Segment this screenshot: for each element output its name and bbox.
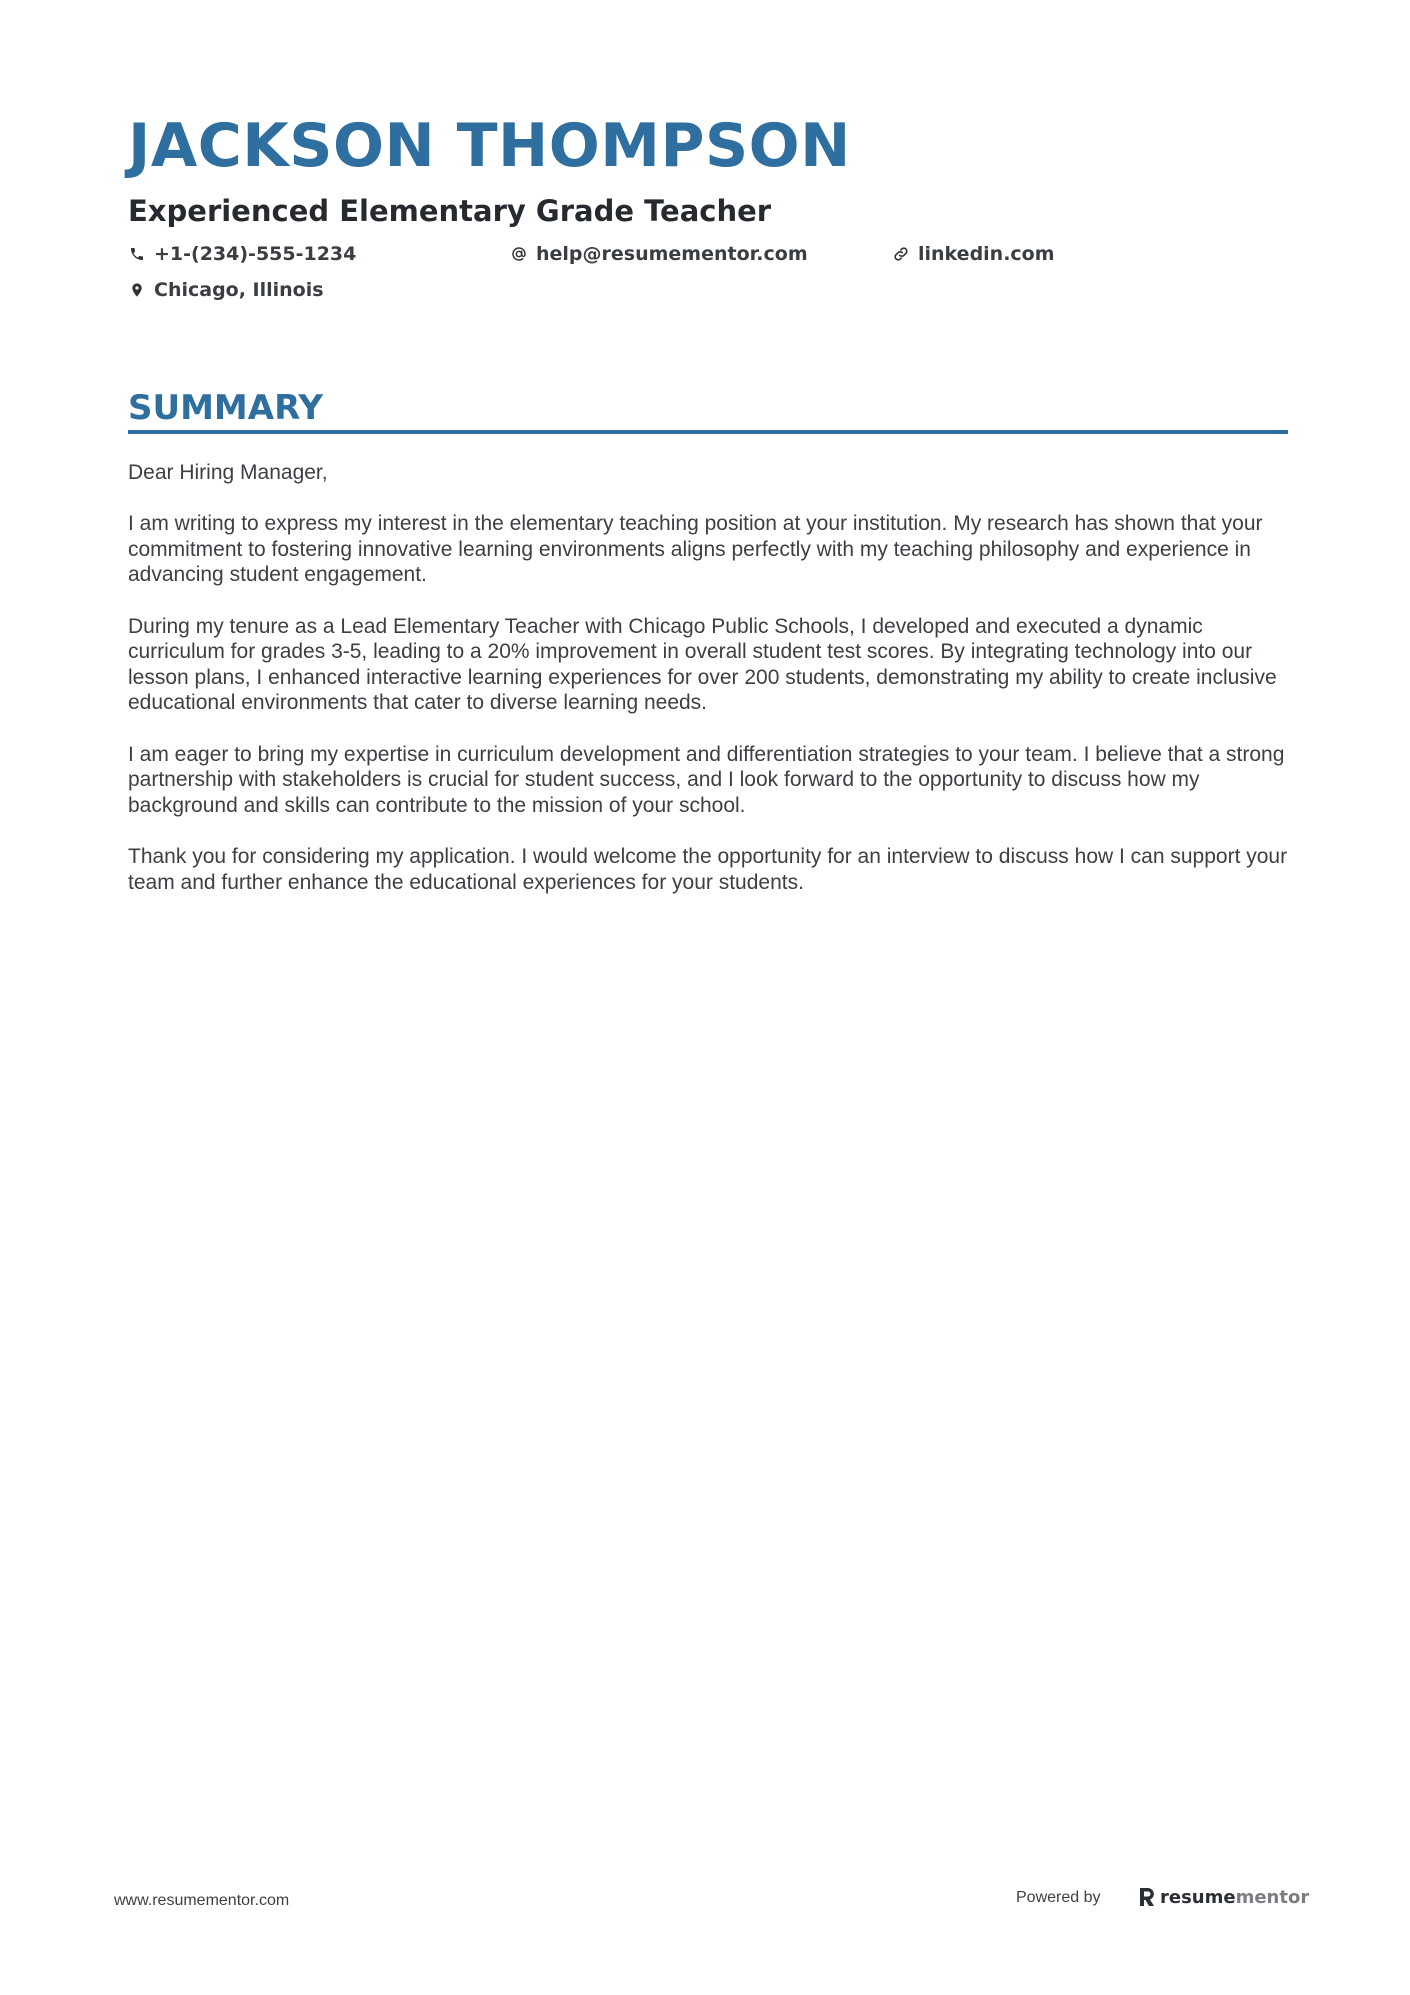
candidate-name: JACKSON THOMPSON	[128, 111, 851, 181]
contact-link[interactable]	[892, 241, 1055, 267]
at-sign-icon	[510, 245, 528, 263]
letter-paragraph: I am eager to bring my expertise in curriculum development and differentiation strategies to your team. I believe that a strong partnership with stakeholders is crucial for student success, and I look forward to the opportunity to discuss how my background and skills can contribute to the mission of your school.	[128, 742, 1285, 817]
powered-by-label: Powered by	[1016, 1889, 1101, 1906]
email-text[interactable]: help@resumementor.com	[536, 243, 808, 265]
brand-name-part2: mentor	[1235, 1886, 1310, 1908]
link-icon	[892, 245, 910, 263]
letter-paragraph: During my tenure as a Lead Elementary Teacher with Chicago Public Schools, I developed and executed a dynamic curriculum for grades 3-5, leading to a 20% improvement in overall student test scores. By integrating technology into our lesson plans, I enhanced interactive learning experiences for over 200 students, demonstrating my ability to create inclusive educational environments that cater to diverse learning needs.	[128, 614, 1277, 715]
letter-paragraph: Thank you for considering my application. I would welcome the opportunity for an interview to discuss how I can support your team and further enhance the educational experiences for your students.	[128, 844, 1288, 894]
link-text[interactable]: linkedin.com	[918, 243, 1055, 265]
contact-phone	[128, 241, 356, 267]
section-title-summary: SUMMARY	[128, 388, 324, 428]
phone-icon	[128, 245, 146, 263]
cover-letter-body	[128, 460, 1288, 921]
brand-logo[interactable]	[1138, 1884, 1309, 1910]
section-divider	[128, 430, 1288, 434]
map-pin-icon	[128, 281, 146, 299]
letter-paragraph: I am writing to express my interest in the elementary teaching position at your institution. My research has shown that your commitment to fostering innovative learning environments aligns perfectly with my teaching philosophy and experience in advancing student engagement.	[128, 512, 1263, 587]
brand-name-part1: resume	[1160, 1886, 1236, 1908]
contact-email[interactable]	[510, 241, 808, 267]
salutation: Dear Hiring Manager,	[128, 461, 328, 484]
location-text: Chicago, Illinois	[154, 279, 324, 301]
contact-location	[128, 277, 324, 303]
phone-text: +1-(234)-555-1234	[154, 243, 357, 265]
footer-url[interactable]: www.resumementor.com	[114, 1892, 290, 1909]
job-title: Experienced Elementary Grade Teacher	[128, 194, 772, 228]
resumementor-logo-icon	[1138, 1886, 1156, 1908]
